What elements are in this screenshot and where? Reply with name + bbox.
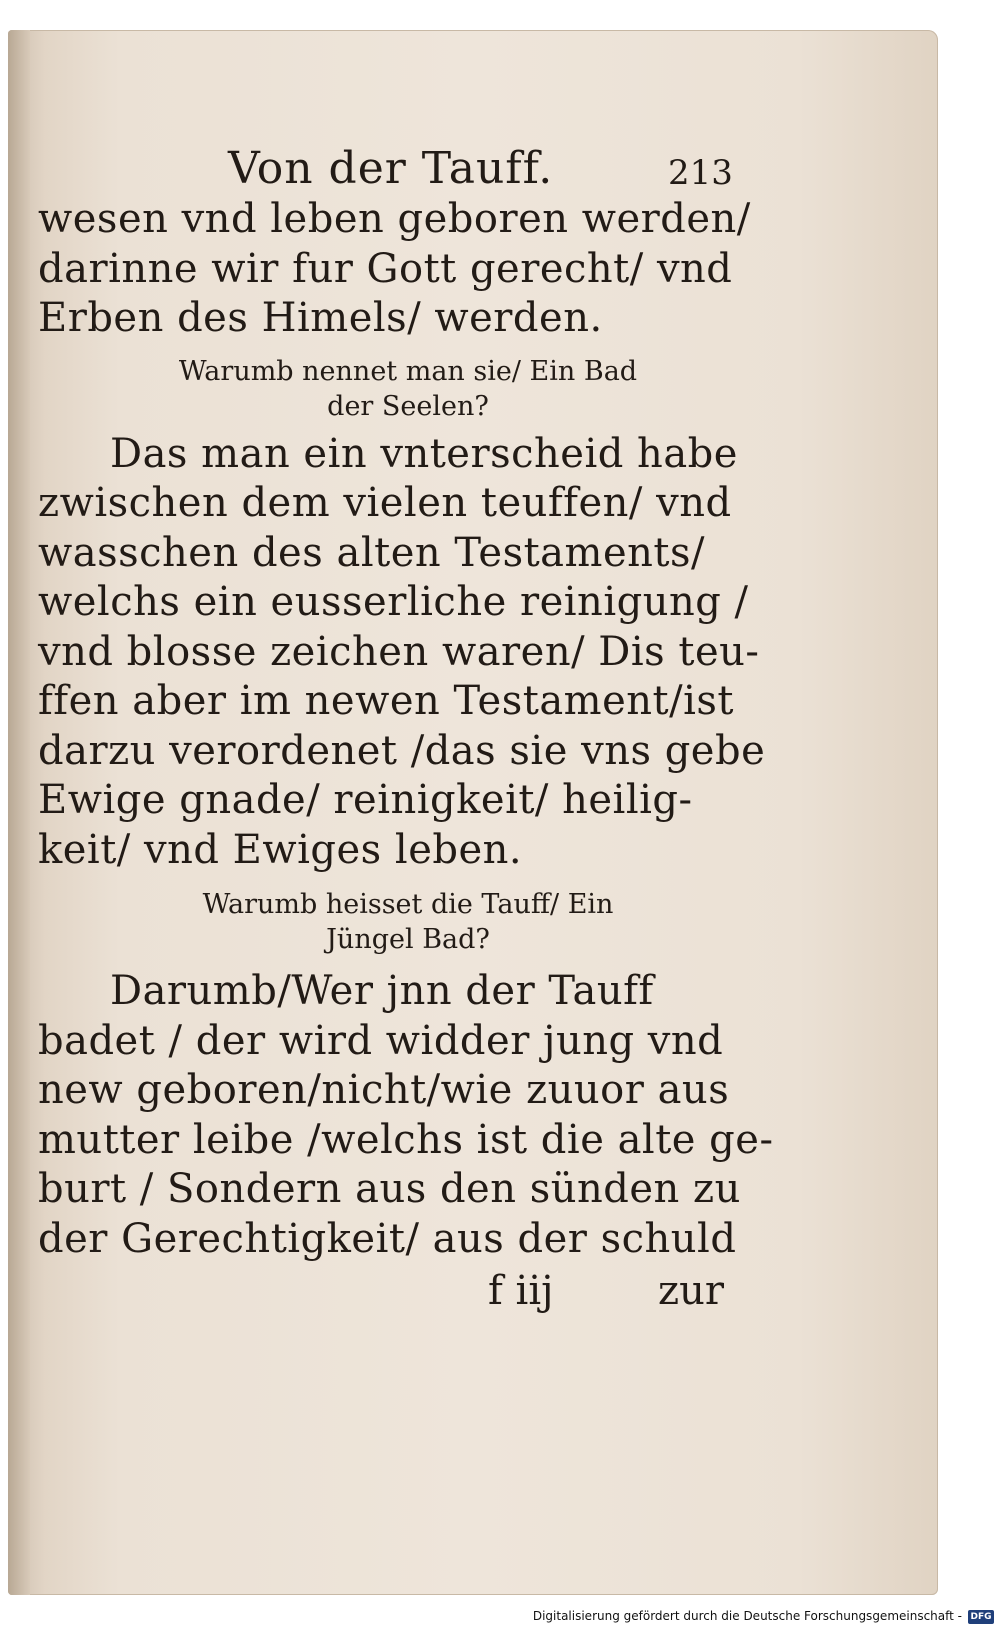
page-footer-line <box>38 1264 758 1316</box>
paragraph-1 <box>38 195 758 344</box>
paragraph-3 <box>38 967 774 1264</box>
text-line: mutter leibe /welchs ist die alte ge- <box>38 1116 774 1163</box>
book-page <box>8 30 938 1595</box>
page-header <box>38 125 758 195</box>
text-line: ffen aber im newen Testament/ist <box>38 678 734 724</box>
text-line: Erben des Himels/ werden. <box>38 295 603 341</box>
text-line: vnd blosse zeichen waren/ Dis teu- <box>38 628 760 675</box>
text-line: welchs ein eusserliche reinigung / <box>38 579 749 625</box>
paragraph-2 <box>38 430 766 876</box>
question-line: der Seelen? <box>327 390 489 422</box>
signature-mark: f iij <box>488 1268 554 1314</box>
page-text <box>38 125 774 1316</box>
text-line: new geboren/nicht/wie zuuor aus <box>38 1067 730 1113</box>
text-line: keit/ vnd Ewiges leben. <box>38 826 523 873</box>
text-line: der Gerechtigkeit/ aus der schuld <box>38 1215 737 1262</box>
digitization-credit: Digitalisierung gefördert durch die Deutsche Forschungsgemeinschaft - <box>532 1609 962 1623</box>
text-line: Das man ein vnterscheid habe <box>110 430 738 477</box>
question-line: Warumb heisset die Tauff/ Ein <box>202 889 614 920</box>
dfg-logo: DFG <box>968 1610 994 1624</box>
running-title: Von der Tauff. <box>228 143 554 194</box>
page-gutter <box>8 30 30 1595</box>
text-line: darzu verordenet /das sie vns gebe <box>38 727 766 774</box>
page-number: 213 <box>668 153 733 193</box>
text-line: badet / der wird widder jung vnd <box>38 1017 724 1064</box>
text-line: zwischen dem vielen teuffen/ vnd <box>38 480 732 526</box>
text-line: burt / Sondern aus den sünden zu <box>38 1166 741 1212</box>
text-line: wesen vnd leben geboren werden/ <box>38 196 751 242</box>
question-line: Jüngel Bad? <box>326 924 490 955</box>
catchword: zur <box>658 1268 724 1314</box>
text-line: Darumb/Wer jnn der Tauff <box>110 968 654 1014</box>
question-heading-1 <box>38 354 758 424</box>
question-heading-2 <box>38 887 758 957</box>
text-line: darinne wir fur Gott gerecht/ vnd <box>38 245 733 292</box>
text-line: wasschen des alten Testaments/ <box>38 529 705 576</box>
text-line: Ewige gnade/ reinigkeit/ heilig- <box>38 777 693 823</box>
question-line: Warumb nennet man sie/ Ein Bad <box>178 355 638 387</box>
